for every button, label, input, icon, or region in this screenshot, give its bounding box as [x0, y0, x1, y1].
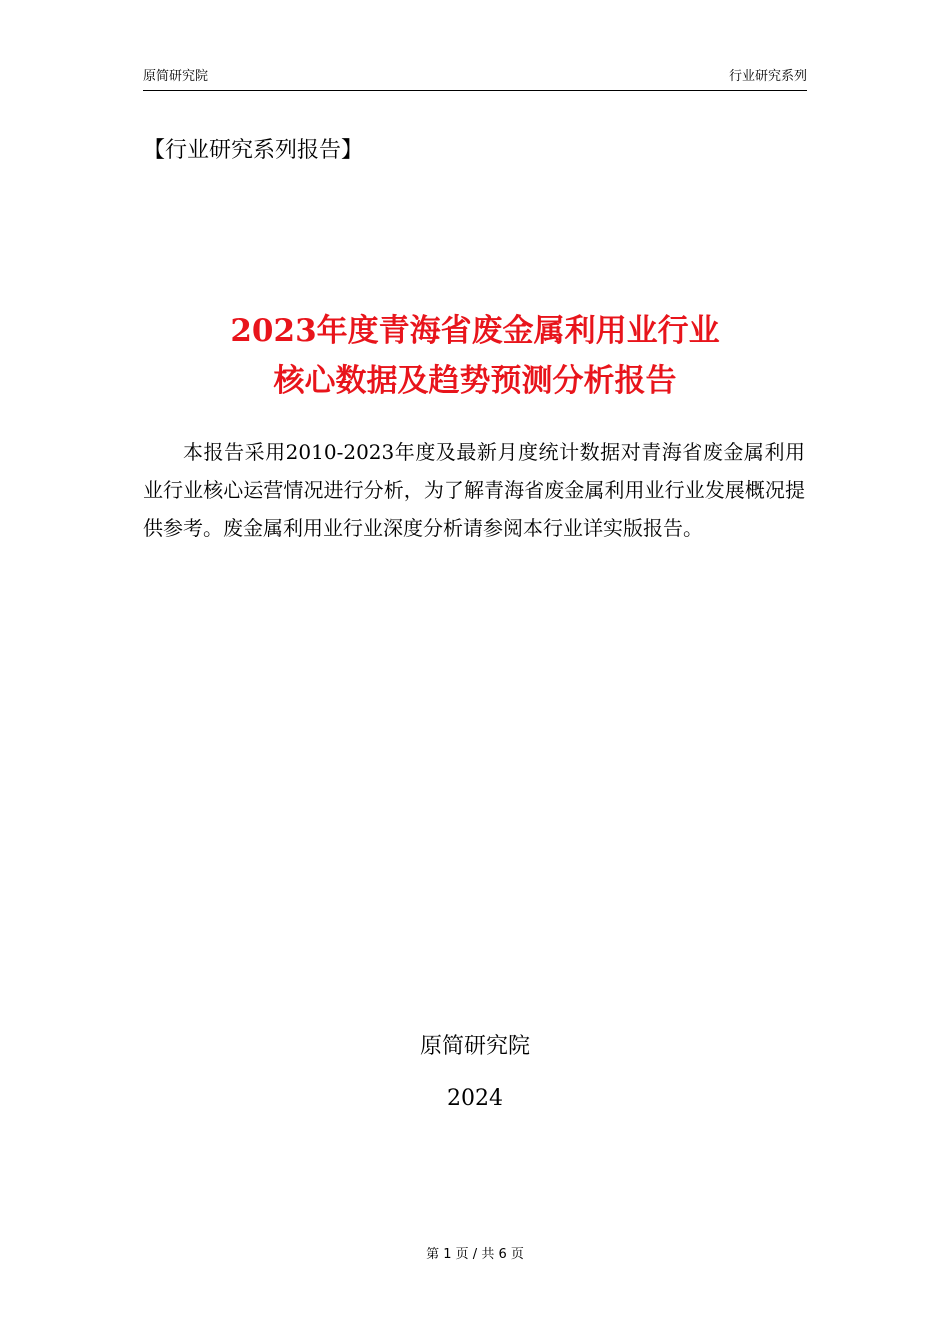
publisher-name: 原简研究院 [419, 1034, 530, 1059]
title-line-1: 2023年度青海省废金属利用业行业 [230, 313, 720, 349]
title-line-2: 核心数据及趋势预测分析报告 [273, 363, 677, 399]
header-series: 行业研究系列 [728, 69, 807, 84]
page-footer: 第 1 页 / 共 6 页 [426, 1247, 524, 1262]
publication-year: 2024 [447, 1086, 503, 1111]
report-title [143, 306, 807, 406]
abstract-paragraph: 本报告采用2010-2023年度及最新月度统计数据对青海省废金属利用业行业核心运营情况进行分析，为了解青海省废金属利用业行业发展概况提供参考。废金属利用业行业深度分析请参阅本行业详实版报告。 [143, 440, 805, 540]
series-tag: 【行业研究系列报告】 [143, 138, 364, 163]
page-header [143, 68, 807, 91]
header-publisher: 原简研究院 [143, 69, 209, 84]
